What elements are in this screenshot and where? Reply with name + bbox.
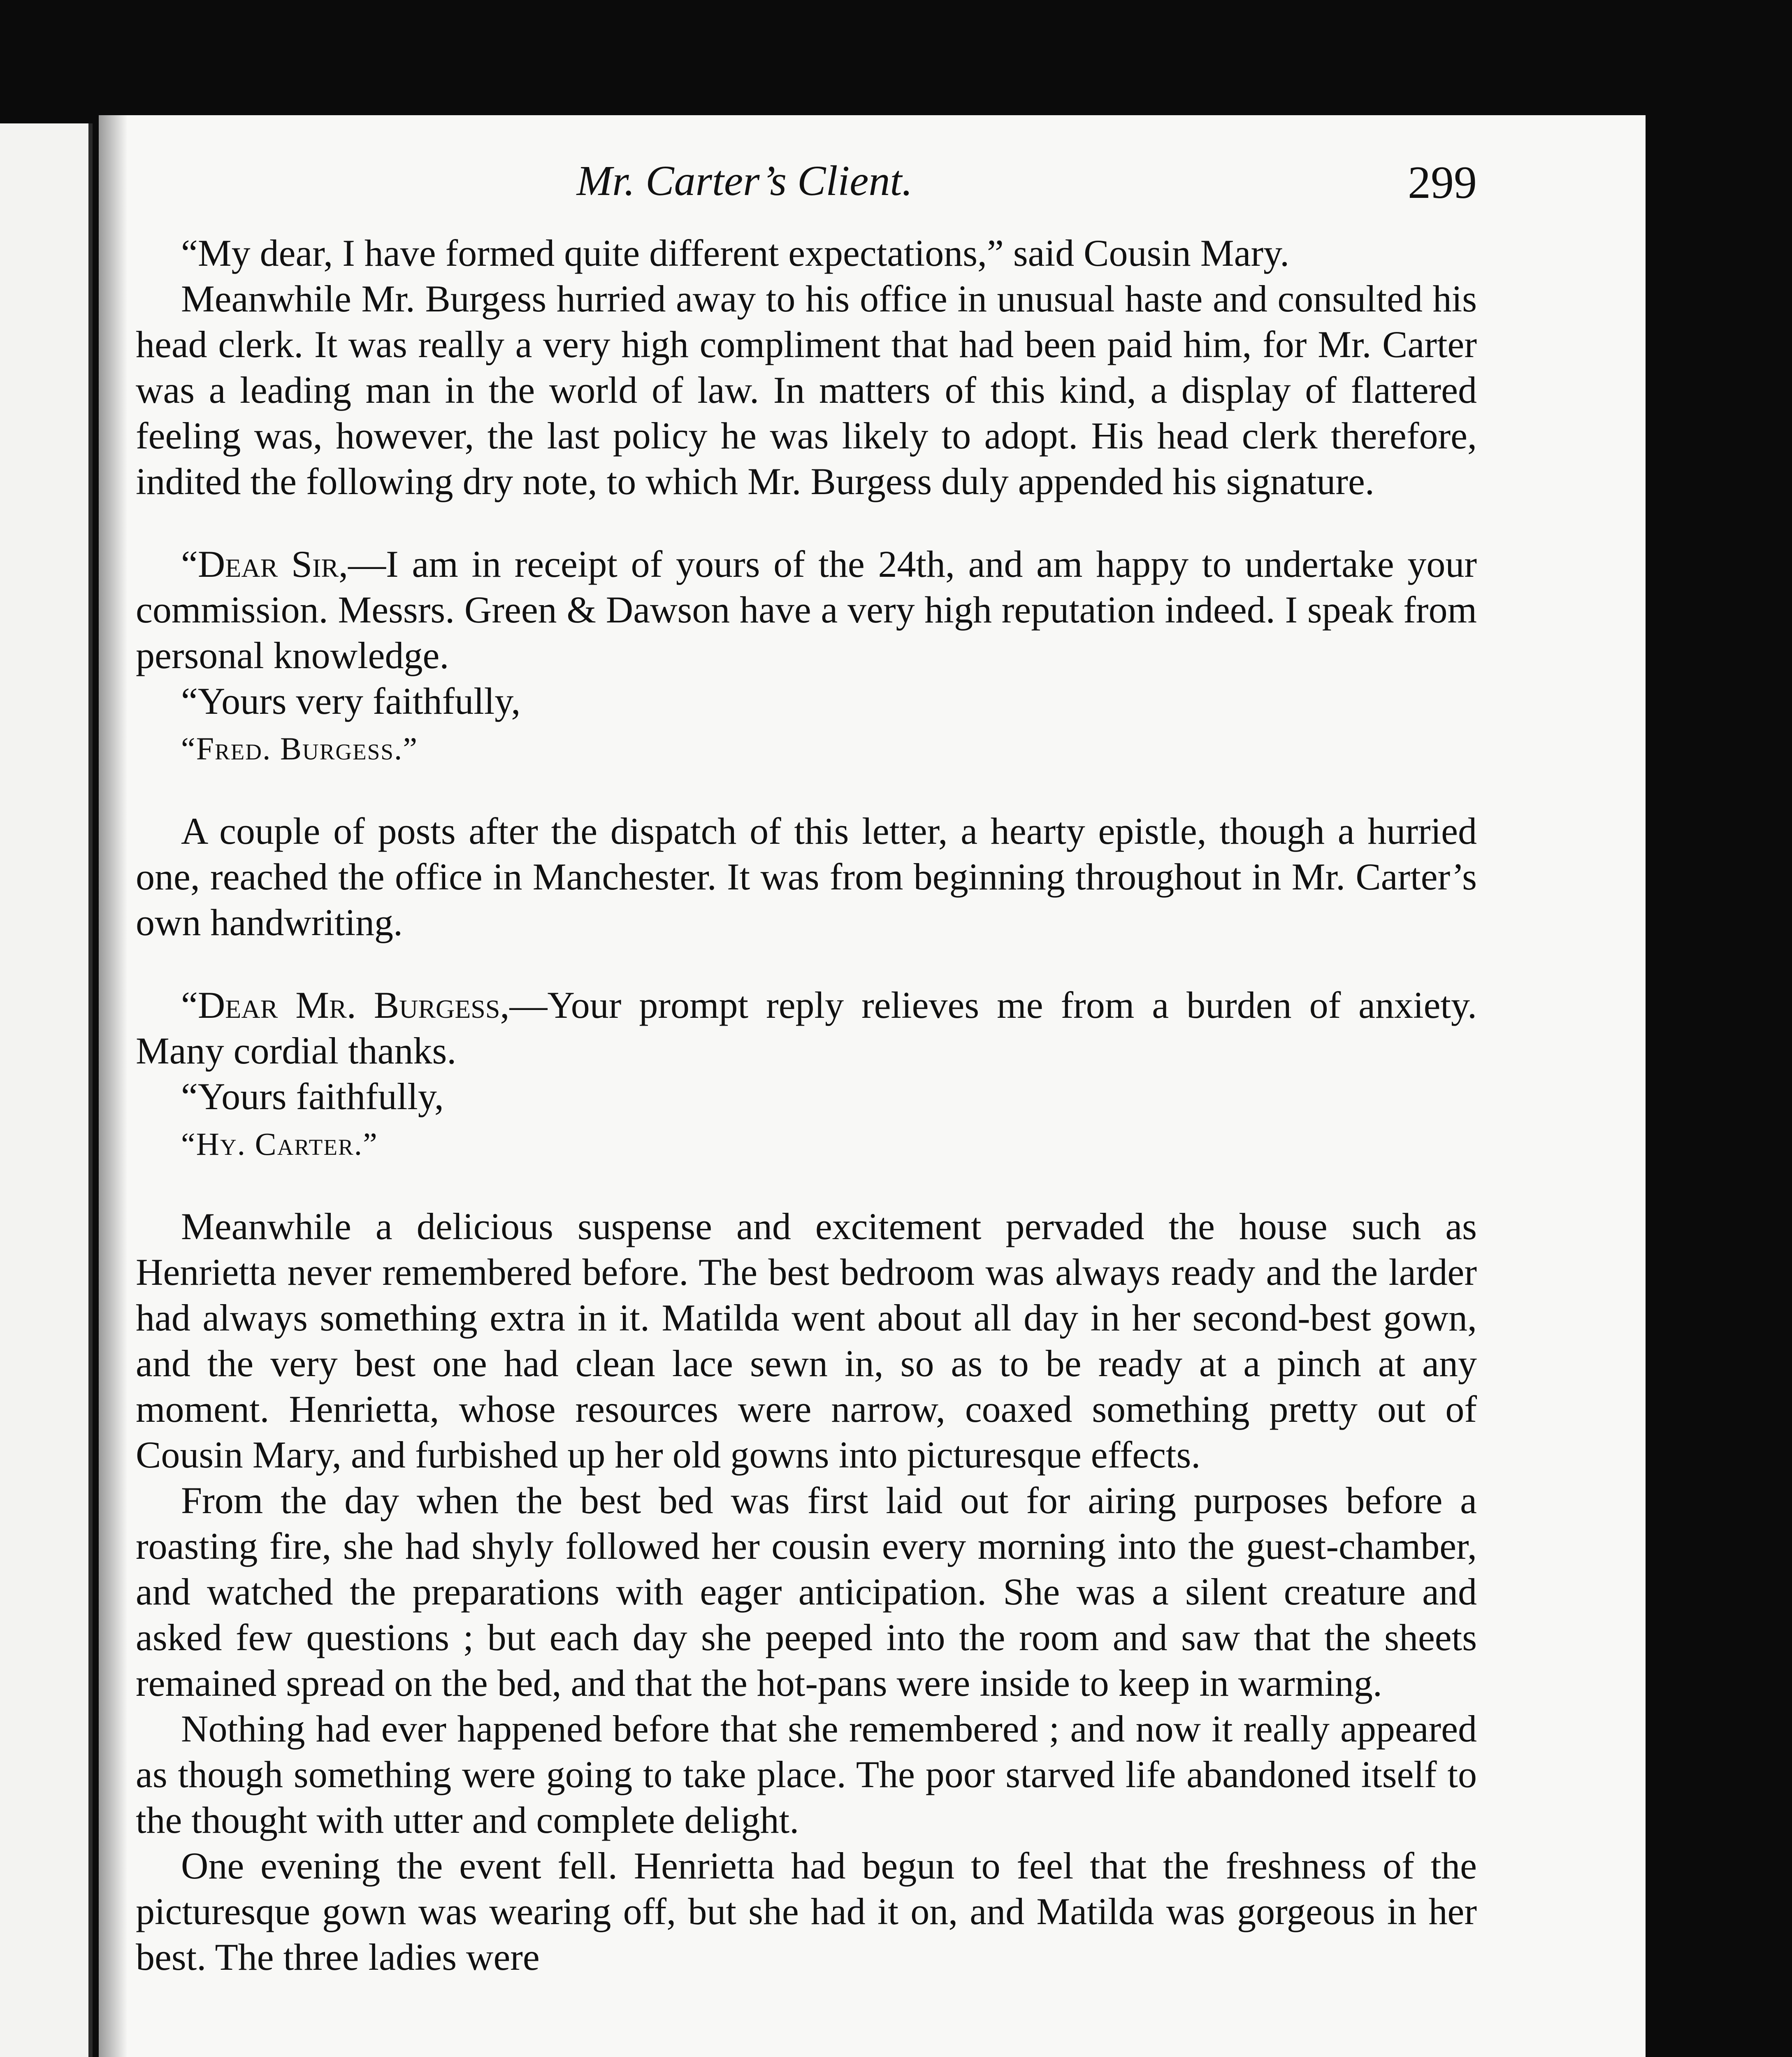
letter-closing: “Yours very faithfully,: [181, 680, 521, 722]
paragraph: One evening the event fell. Henrietta had begun to feel that the freshness of the picturesque gown was wearing off, but she had it on, and Matilda was gorgeous in her best. The three ladies were: [136, 1845, 1477, 1978]
page-number: 299: [1408, 157, 1477, 208]
letter-signature: “Fred. Burgess.”: [181, 731, 418, 766]
letter-salutation: “Dear Sir,: [181, 543, 348, 585]
running-head: Mr. Carter’s Client.: [576, 157, 913, 204]
paragraph: Nothing had ever happened before that she remembered ; and now it really appeared as though something were going to take place. The poor starved life abandoned itself to the thought with utter and complete delight.: [136, 1708, 1477, 1841]
gutter-shadow: [99, 115, 128, 2057]
paragraph: A couple of posts after the dispatch of this letter, a hearty epistle, though a hurried one, reached the office in Manchester. It was from beginning throughout in Mr. Carter’s own handwriting.: [136, 810, 1477, 943]
spacer: [136, 771, 1477, 808]
facing-page-edge: [0, 123, 93, 2057]
spacer: [136, 1167, 1477, 1204]
letter-salutation: “Dear Mr. Burgess,: [181, 984, 510, 1026]
letter-signature-line: [136, 1119, 1477, 1167]
letter-body: [136, 541, 1477, 678]
paragraph: Meanwhile Mr. Burgess hurried away to his office in unusual haste and consulted his head clerk. It was really a very high compliment that had been paid him, for Mr. Carter was a leading man in the world of law. In matters of this kind, a display of flattered feeling was, however, the last policy he was likely to adopt. His head clerk therefore, indited the following dry note, to which Mr. Burgess duly appended his signature.: [136, 278, 1477, 502]
page-header: [136, 148, 1477, 214]
letter-body: [136, 982, 1477, 1074]
letter-signature-line: [136, 724, 1477, 771]
letter-closing: “Yours faithfully,: [181, 1075, 444, 1117]
letter-signature: “Hy. Carter.”: [181, 1126, 378, 1162]
letter-text: —I am in receipt of yours of the 24th, and am happy to undertake your commission. Messrs. Green & Dawson have a very high reputation indeed. I speak from personal knowledge.: [136, 543, 1477, 676]
spacer: [136, 945, 1477, 982]
paragraph: Meanwhile a delicious suspense and excitement pervaded the house such as Henrietta never remembered before. The best bedroom was always ready and the larder had always something extra in it. Matilda went about all day in her second-best gown, and the very best one had clean lace sewn in, so as to be ready at a pinch at any moment. Henrietta, whose resources were narrow, coaxed something pretty out of Cousin Mary, and furbished up her old gowns into picturesque effects.: [136, 1205, 1477, 1476]
letter-text: —Your prompt reply relieves me from a burden of anxiety. Many cordial thanks.: [136, 984, 1477, 1072]
spacer: [136, 504, 1477, 541]
body-text: [136, 230, 1477, 1980]
paragraph: From the day when the best bed was first laid out for airing purposes before a roasting fire, she had shyly followed her cousin every morning into the guest-chamber, and watched the preparations with eager anticipation. She was a silent creature and asked few questions ; but each day she peeped into the room and saw that the sheets remained spread on the bed, and that the hot-pans were inside to keep in warming.: [136, 1479, 1477, 1704]
paragraph: “My dear, I have formed quite different expectations,” said Cousin Mary.: [181, 232, 1290, 274]
